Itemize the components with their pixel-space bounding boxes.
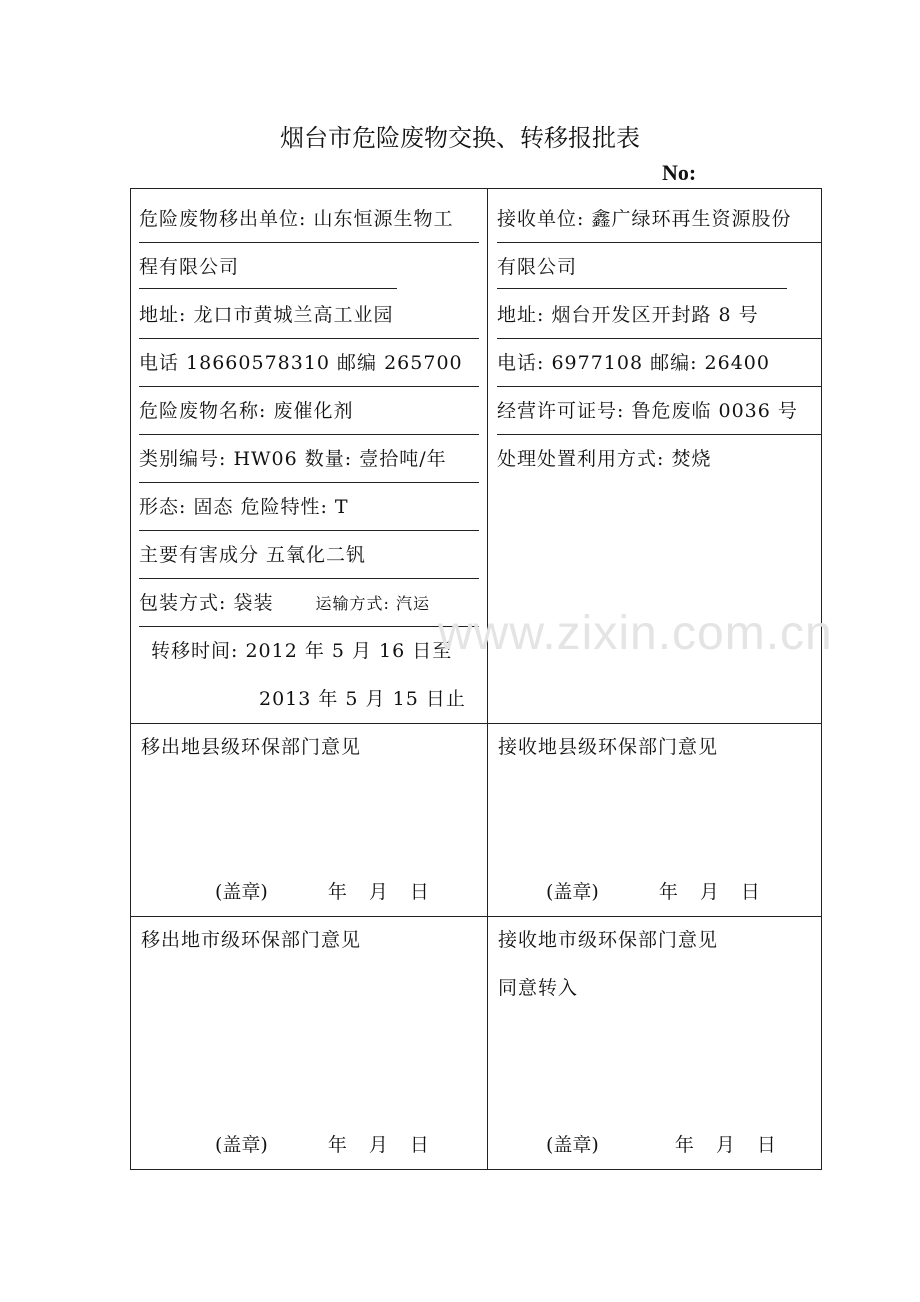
city-out-seal-line: (盖章) 年 月 日 [215,1134,429,1156]
seal-label: (盖章) [546,1134,599,1156]
county-out-seal-line: (盖章) 年 月 日 [215,881,429,903]
city-in-approval-note: 同意转入 [498,977,579,999]
receiver-address: 地址: 烟台开发区开封路 8 号 [497,291,821,339]
transfer-form-table [130,188,822,1170]
sender-phone: 电话 18660578310 邮编 265700 [139,339,479,387]
waste-category: 类别编号: HW06 数量: 壹拾吨/年 [139,435,479,483]
receiver-info-cell [488,189,822,724]
county-in-opinion-cell [488,724,822,917]
county-in-opinion-title: 接收地县级环保部门意见 [498,736,719,758]
receiver-unit-line2: 有限公司 [497,243,821,291]
info-row [131,189,822,724]
city-in-opinion-title: 接收地市级环保部门意见 [498,929,719,951]
county-out-opinion-title: 移出地县级环保部门意见 [141,736,362,758]
hazardous-component: 主要有害成分 五氧化二钒 [139,531,479,579]
seal-label: (盖章) [215,881,268,903]
sender-info-cell [131,189,488,724]
packaging-method: 包装方式: 袋装 [139,592,274,614]
county-in-seal-line: (盖章) 年 月 日 [546,881,760,903]
transport-method: 运输方式: 汽运 [315,594,431,613]
seal-label: (盖章) [546,881,599,903]
waste-form: 形态: 固态 危险特性: T [139,483,479,531]
packaging-transport [139,579,479,627]
disposal-method: 处理处置利用方式: 焚烧 [497,448,712,470]
receiver-unit-line1: 接收单位: 鑫广绿环再生资源股份 [497,195,821,243]
city-in-opinion-cell [488,917,822,1170]
sender-unit-line1: 危险废物移出单位: 山东恒源生物工 [139,195,479,243]
city-out-opinion-cell [131,917,488,1170]
seal-label: (盖章) [215,1134,268,1156]
city-out-opinion-title: 移出地市级环保部门意见 [141,929,362,951]
document-title: 烟台市危险废物交换、转移报批表 [280,124,640,152]
receiver-phone: 电话: 6977108 邮编: 26400 [497,339,821,387]
watermark-text: www.zixin.com.cn [438,607,833,660]
sender-address: 地址: 龙口市黄城兰高工业园 [139,291,479,339]
county-opinion-row [131,724,822,917]
sender-unit-line2: 程有限公司 [139,243,479,291]
waste-name: 危险废物名称: 废催化剂 [139,387,479,435]
county-out-opinion-cell [131,724,488,917]
city-opinion-row [131,917,822,1170]
receiver-license: 经营许可证号: 鲁危废临 0036 号 [497,387,821,435]
transfer-time-to: 2013 年 5 月 15 日止 [259,688,466,710]
form-number-label: No: [662,160,697,185]
city-in-seal-line: (盖章) 年 月 日 [546,1134,776,1156]
transfer-time-from: 转移时间: 2012 年 5 月 16 日至 [151,640,453,662]
